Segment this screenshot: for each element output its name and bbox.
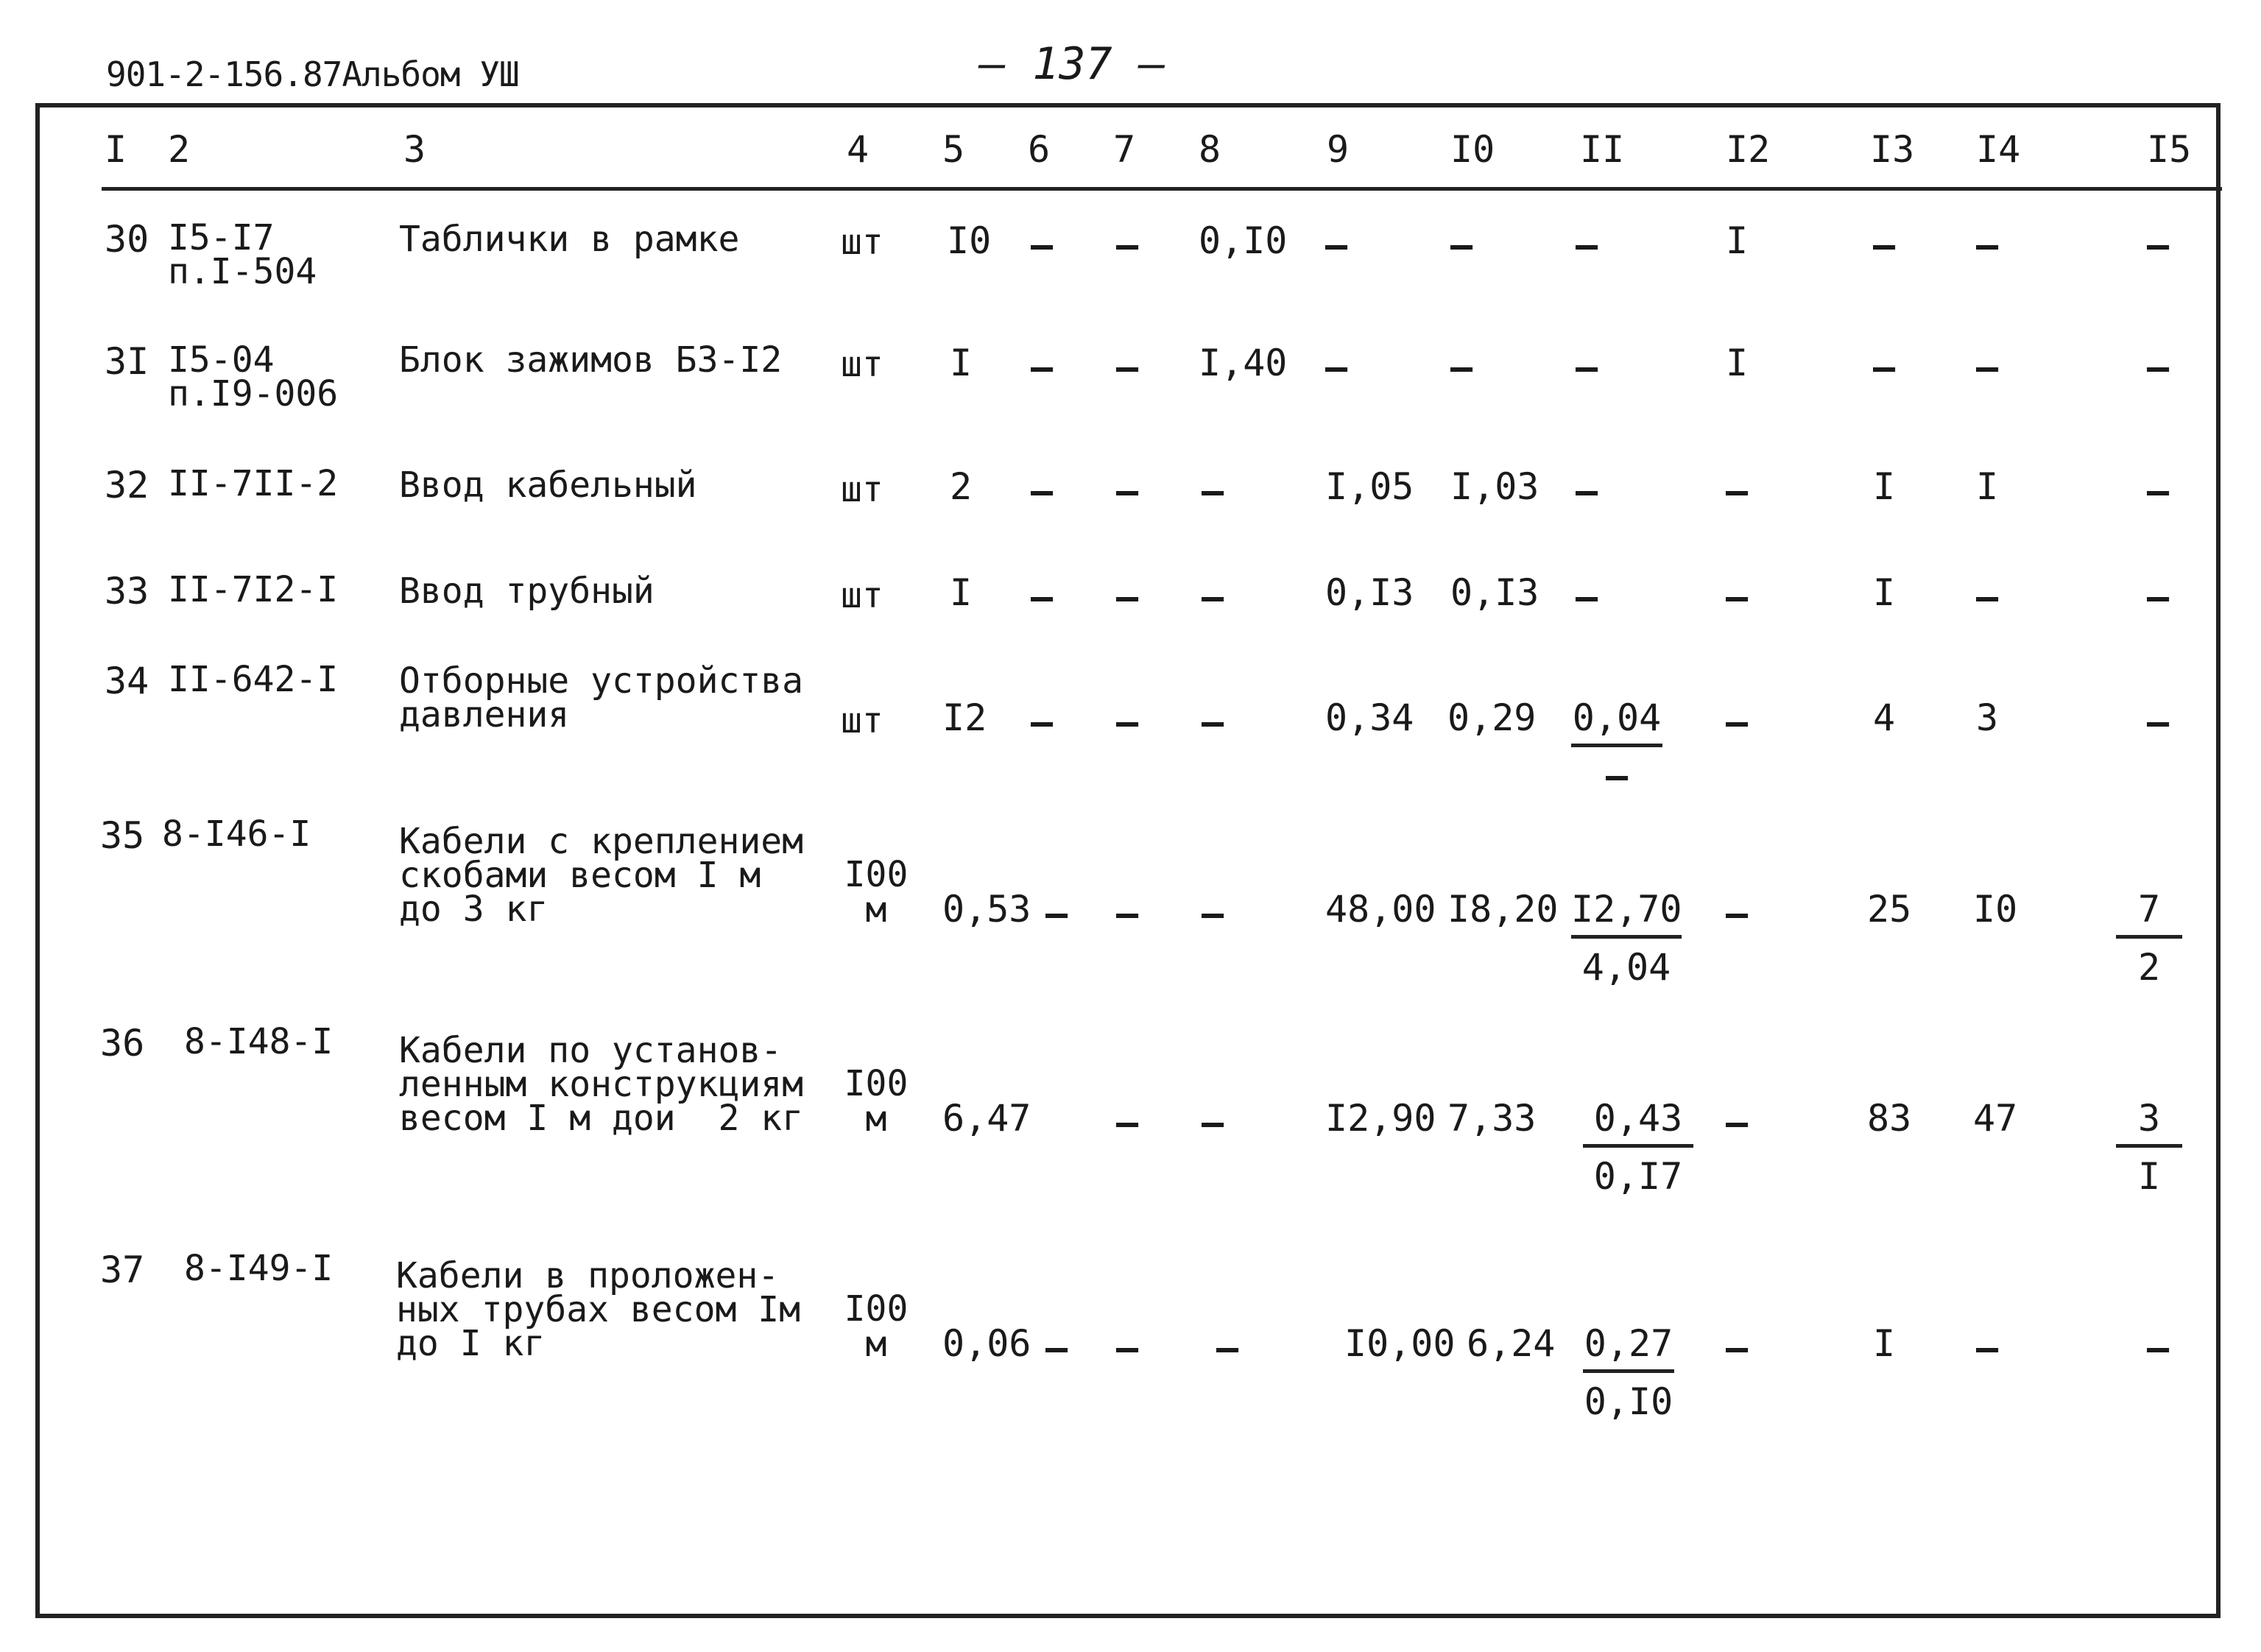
header-rule xyxy=(102,187,2222,191)
cell-c8: – xyxy=(1202,701,1224,744)
cell-c15: – xyxy=(2147,224,2170,266)
row-number: 32 xyxy=(105,464,149,506)
row-name: Блок зажимов БЗ-I2 xyxy=(399,339,783,381)
cell-c14: I0 xyxy=(1973,888,2018,931)
cell-c9: – xyxy=(1325,346,1348,389)
document-code: 901-2-156.87Альбом УШ xyxy=(106,54,519,94)
cell-c6: – xyxy=(1031,701,1054,744)
cell-c15-denominator: I xyxy=(2137,1155,2161,1198)
cell-c5: 0,53 xyxy=(942,888,1031,931)
cell-c8: I,40 xyxy=(1199,342,1288,384)
cell-c11-numerator: 0,43 xyxy=(1583,1100,1693,1148)
row-code: 8-I48-I xyxy=(184,1021,334,1062)
cell-c8: – xyxy=(1202,892,1224,935)
cell-c12: – xyxy=(1726,1327,1749,1369)
cell-c15: – xyxy=(2147,1327,2170,1369)
table-frame xyxy=(35,103,2221,1618)
cell-c5: I2 xyxy=(942,696,987,739)
cell-c11-fraction xyxy=(1583,1322,1674,1423)
cell-c5: I xyxy=(950,342,973,384)
cell-c11: – xyxy=(1576,346,1598,389)
cell-c12: I xyxy=(1726,219,1749,262)
cell-c14: – xyxy=(1976,346,1999,389)
cell-c15-denominator: 2 xyxy=(2137,946,2161,989)
row-code: 8-I49-I xyxy=(184,1248,334,1289)
row-unit: шт xyxy=(841,344,883,385)
cell-c12: I xyxy=(1726,342,1749,384)
cell-c13: I xyxy=(1873,1322,1896,1365)
cell-c6: – xyxy=(1031,576,1054,618)
cell-c11-fraction xyxy=(1571,888,1682,989)
cell-c5: 6,47 xyxy=(942,1097,1031,1140)
cell-c15-numerator: 7 xyxy=(2116,891,2182,939)
cell-c8: – xyxy=(1202,470,1224,512)
row-name: Кабели по установ- ленным конструкциям весом I м дои 2 кг xyxy=(399,1030,804,1139)
cell-c15: – xyxy=(2147,346,2170,389)
cell-c15: – xyxy=(2147,701,2170,744)
cell-c5: I0 xyxy=(947,219,992,262)
cell-c15: – xyxy=(2147,576,2170,618)
cell-c13: – xyxy=(1873,346,1896,389)
cell-c9: 48,00 xyxy=(1325,888,1436,931)
cell-c14: 47 xyxy=(1973,1097,2018,1140)
row-unit: I00 м xyxy=(844,1288,909,1365)
col-header-14: I4 xyxy=(1976,128,2021,171)
col-header-6: 6 xyxy=(1028,128,1051,171)
row-number: 35 xyxy=(100,814,145,857)
cell-c13: 83 xyxy=(1867,1097,1912,1140)
cell-c6: – xyxy=(1031,346,1054,389)
cell-c13: 4 xyxy=(1873,696,1896,739)
cell-c9: I0,00 xyxy=(1344,1322,1456,1365)
page-number: – 137 – xyxy=(979,38,1165,90)
row-code: II-7II-2 xyxy=(168,463,339,504)
row-unit: I00 м xyxy=(844,854,909,931)
cell-c11-fraction xyxy=(1583,1097,1693,1198)
cell-c9: 0,I3 xyxy=(1325,571,1414,614)
row-code: 8-I46-I xyxy=(162,813,311,855)
cell-c11-numerator: 0,27 xyxy=(1583,1325,1674,1373)
cell-c14: – xyxy=(1976,1327,1999,1369)
cell-c10: 7,33 xyxy=(1447,1097,1537,1140)
cell-c9: I,05 xyxy=(1325,465,1414,508)
cell-c10: I8,20 xyxy=(1447,888,1559,931)
cell-c7: – xyxy=(1116,1101,1139,1144)
cell-c12: – xyxy=(1726,576,1749,618)
col-header-1: I xyxy=(105,128,127,171)
cell-c7: – xyxy=(1116,224,1139,266)
row-code: I5-I7 п.I-504 xyxy=(168,217,317,292)
cell-c11: – xyxy=(1576,470,1598,512)
row-number: 33 xyxy=(105,570,149,613)
col-header-12: I2 xyxy=(1726,128,1771,171)
cell-c14: – xyxy=(1976,576,1999,618)
cell-c10: 6,24 xyxy=(1467,1322,1556,1365)
cell-c5: 0,06 xyxy=(942,1322,1031,1365)
cell-c5: 2 xyxy=(950,465,973,508)
row-code: II-642-I xyxy=(168,659,339,700)
cell-c15: – xyxy=(2147,470,2170,512)
cell-c7: – xyxy=(1116,892,1139,935)
cell-c11: – xyxy=(1576,576,1598,618)
cell-c12: – xyxy=(1726,1101,1749,1144)
cell-c6: – xyxy=(1031,470,1054,512)
cell-c13: I xyxy=(1873,465,1896,508)
row-number: 3I xyxy=(105,340,149,383)
cell-c8: – xyxy=(1216,1327,1239,1369)
col-header-13: I3 xyxy=(1870,128,1915,171)
cell-c8: – xyxy=(1202,1101,1224,1144)
row-name: Ввод трубный xyxy=(399,571,655,612)
row-number: 30 xyxy=(105,218,149,261)
row-code: II-7I2-I xyxy=(168,569,339,610)
cell-c7: – xyxy=(1116,1327,1139,1369)
row-number: 37 xyxy=(100,1249,145,1291)
cell-c14: I xyxy=(1976,465,1999,508)
row-name: Таблички в рамке xyxy=(399,219,740,260)
cell-c6: – xyxy=(1045,1327,1068,1369)
row-name: Кабели в проложен- ных трубах весом Iм до I кг xyxy=(396,1255,801,1364)
cell-c10: – xyxy=(1450,346,1473,389)
cell-c12: – xyxy=(1726,470,1749,512)
cell-c7: – xyxy=(1116,701,1139,744)
cell-c5: I xyxy=(950,571,973,614)
cell-c15-numerator: 3 xyxy=(2116,1100,2182,1148)
row-name: Ввод кабельный xyxy=(399,465,697,506)
cell-c13: I xyxy=(1873,571,1896,614)
cell-c11: – xyxy=(1576,224,1598,266)
cell-c10: 0,I3 xyxy=(1450,571,1539,614)
col-header-10: I0 xyxy=(1450,128,1495,171)
cell-c9: – xyxy=(1325,224,1348,266)
row-unit: шт xyxy=(841,700,883,741)
cell-c15-fraction xyxy=(2116,888,2182,989)
cell-c13: – xyxy=(1873,224,1896,266)
cell-c6: – xyxy=(1045,892,1068,935)
cell-c11-denominator: 0,I0 xyxy=(1584,1380,1673,1423)
cell-c11-numerator: I2,70 xyxy=(1571,891,1682,939)
row-number: 34 xyxy=(105,660,149,702)
cell-c6: – xyxy=(1031,224,1054,266)
row-number: 36 xyxy=(100,1022,145,1065)
col-header-8: 8 xyxy=(1199,128,1221,171)
cell-c7: – xyxy=(1116,470,1139,512)
cell-c9: 0,34 xyxy=(1325,696,1414,739)
cell-c9: I2,90 xyxy=(1325,1097,1436,1140)
row-unit: шт xyxy=(841,222,883,263)
cell-c10: 0,29 xyxy=(1447,696,1537,739)
col-header-2: 2 xyxy=(168,128,191,171)
cell-c12: – xyxy=(1726,892,1749,935)
cell-c15-fraction xyxy=(2116,1097,2182,1198)
cell-c11-denominator: – xyxy=(1605,755,1629,797)
row-unit: шт xyxy=(841,575,883,616)
cell-c13: 25 xyxy=(1867,888,1912,931)
cell-c14: 3 xyxy=(1976,696,1999,739)
cell-c12: – xyxy=(1726,701,1749,744)
cell-c10: I,03 xyxy=(1450,465,1539,508)
row-name: Отборные устройства давления xyxy=(399,660,804,735)
row-name: Кабели с креплением скобами весом I м до 3 кг xyxy=(399,821,804,930)
row-unit: I00 м xyxy=(844,1063,909,1140)
cell-c11-denominator: 0,I7 xyxy=(1593,1155,1683,1198)
cell-c11-denominator: 4,04 xyxy=(1581,946,1671,989)
cell-c14: – xyxy=(1976,224,1999,266)
col-header-9: 9 xyxy=(1327,128,1350,171)
col-header-3: 3 xyxy=(403,128,426,171)
col-header-4: 4 xyxy=(847,128,870,171)
col-header-11: II xyxy=(1580,128,1625,171)
col-header-5: 5 xyxy=(942,128,965,171)
cell-c8: 0,I0 xyxy=(1199,219,1288,262)
cell-c10: – xyxy=(1450,224,1473,266)
cell-c7: – xyxy=(1116,346,1139,389)
cell-c8: – xyxy=(1202,576,1224,618)
cell-c11-fraction xyxy=(1571,696,1662,797)
col-header-15: I5 xyxy=(2147,128,2192,171)
col-header-7: 7 xyxy=(1113,128,1136,171)
row-code: I5-04 п.I9-006 xyxy=(168,339,339,414)
cell-c11-numerator: 0,04 xyxy=(1571,699,1662,747)
row-unit: шт xyxy=(841,469,883,510)
cell-c7: – xyxy=(1116,576,1139,618)
